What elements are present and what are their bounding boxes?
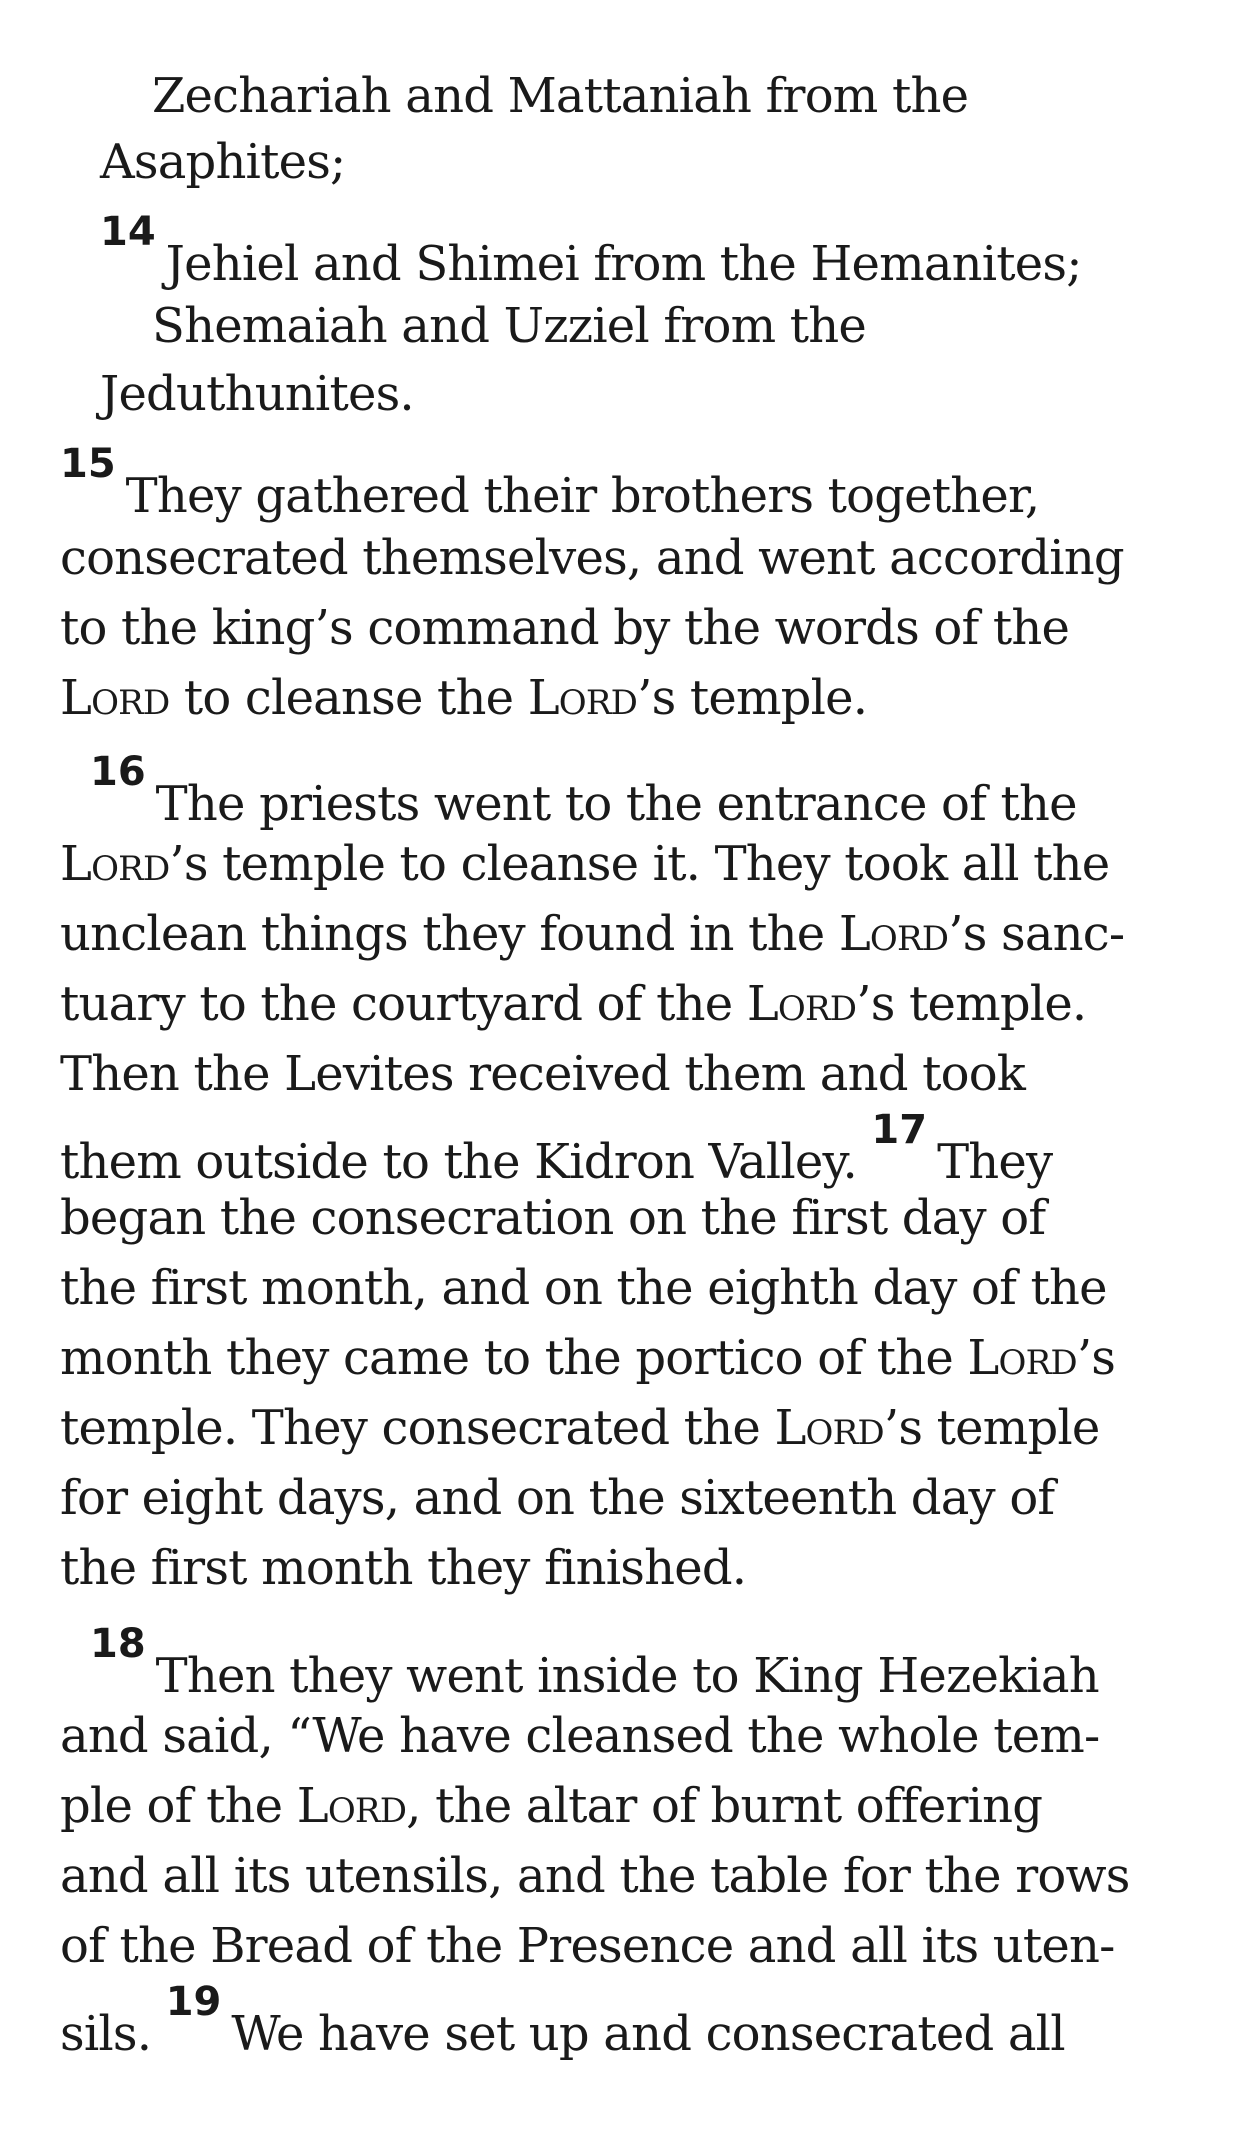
text-line: for eight days, and on the sixteenth day of (60, 1470, 1055, 1526)
text-line: ple of the Lord, the altar of burnt offering (60, 1778, 1043, 1834)
text-line: $^{14}$Jehiel and Shimei from the Hemanites; (100, 209, 1082, 292)
text-line: Lord to cleanse the Lord’s temple. (60, 670, 868, 726)
text-line: the first month, and on the eighth day of the (60, 1260, 1107, 1316)
verse-number: 16 (90, 749, 146, 795)
text-line: began the consecration on the first day of (60, 1190, 1046, 1246)
text-line: Then the Levites received them and took (60, 1046, 1026, 1102)
verse-number: 17 (871, 1107, 928, 1153)
text-line: and said, “We have cleansed the whole tem- (60, 1708, 1100, 1764)
divine-name: Lord (967, 1330, 1077, 1386)
divine-name: Lord (527, 670, 638, 726)
text-line: consecrated themselves, and went according (60, 530, 1124, 586)
text-line: them outside to the Kidron Valley. $^{17}$They (60, 1107, 1053, 1190)
divine-name: Lord (774, 1400, 884, 1456)
verse-number: 18 (90, 1621, 146, 1667)
divine-name: Lord (838, 906, 949, 962)
text-line: temple. They consecrated the Lord’s temple (60, 1400, 1100, 1456)
divine-name: Lord (60, 836, 170, 892)
text-line: unclean things they found in the Lord’s sanc- (60, 906, 1125, 962)
text-line: sils. $^{19}$We have set up and consecrated all (60, 1979, 1065, 2062)
text-line: the first month they finished. (60, 1540, 747, 1596)
divine-name: Lord (296, 1778, 407, 1834)
verse-number: 14 (100, 209, 156, 255)
text-line: $^{18}$Then they went inside to King Hezekiah (90, 1621, 1099, 1704)
divine-name: Lord (746, 976, 857, 1032)
verse-number: 15 (60, 441, 116, 487)
text-line: Jeduthunites. (100, 366, 414, 422)
text-line: Asaphites; (100, 134, 346, 190)
text-line: Lord’s temple to cleanse it. They took all the (60, 836, 1110, 892)
text-line: to the king’s command by the words of the (60, 600, 1070, 656)
text-line: and all its utensils, and the table for the rows (60, 1848, 1130, 1904)
text-line: Shemaiah and Uzziel from the (152, 298, 866, 354)
divine-name: Lord (60, 670, 170, 726)
text-line: $^{15}$They gathered their brothers together, (60, 441, 1040, 524)
text-line: tuary to the courtyard of the Lord’s temple. (60, 976, 1087, 1032)
verse-number: 19 (165, 1979, 222, 2025)
text-line: of the Bread of the Presence and all its uten- (60, 1918, 1115, 1974)
text-line: Zechariah and Mattaniah from the (152, 68, 969, 124)
text-line: $^{16}$The priests went to the entrance of the (90, 749, 1077, 832)
text-line: month they came to the portico of the Lord’s (60, 1330, 1116, 1386)
